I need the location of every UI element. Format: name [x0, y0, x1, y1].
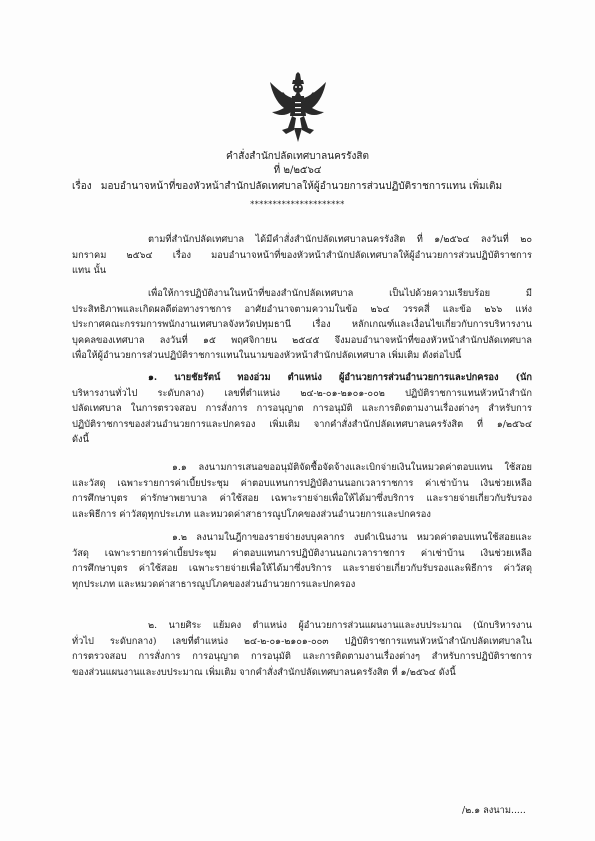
text-line: ตามที่สำนักปลัดเทศบาล ได้มีคำสั่งสำนักปลัดเทศบาลนครรังสิต ที่ ๑/๒๕๖๔ ลงวันที่ ๒๐ [148, 234, 532, 245]
continuation-note: /๒.๑ ลงนาม..... [462, 805, 526, 816]
text-line: บริหารงานทั่วไป ระดับกลาง) เลขที่ตำแหน่ง ๒๔-๒-๐๑-๒๑๐๑-๐๐๒ ปฏิบัติราชการแทนหัวหน้าสำนัก [72, 387, 532, 399]
item-2-paragraph [72, 618, 532, 680]
item-1-paragraph [72, 370, 532, 448]
text-line: ๑.๒ ลงนามในฎีกาของรายจ่ายงบบุคลากร งบดำเนินงาน หมวดค่าตอบแทนใช้สอยและ [172, 532, 532, 543]
item-1-1-paragraph [72, 460, 532, 522]
text-line: การตรวจสอบ การสั่งการ การอนุญาต การอนุมัติ และการติดตามงานเรื่องต่างๆ สำหรับการปฏิบัติราชการ [72, 651, 532, 663]
text-line: และวัสดุ เฉพาะรายการค่าเบี้ยประชุม ค่าตอบแทนการปฏิบัติงานนอกเวลาราชการ ค่าเช่าบ้าน เงินช่วยเหลือ [72, 477, 532, 489]
text-line: ปลัดเทศบาล ในการตรวจสอบ การสั่งการ การอนุญาต การอนุมัติ และการติดตามงานเรื่องต่างๆ สำหรับการ [72, 403, 532, 415]
text-line: บุคคลของเทศบาล ลงวันที่ ๑๕ พฤศจิกายน ๒๕๔๕ จึงมอบอำนาจหน้าที่ของหัวหน้าสำนักปลัดเทศบาล [72, 334, 532, 346]
text-line: ๒. นายศิระ แย้มคง ตำแหน่ง ผู้อำนวยการส่วนแผนงานและงบประมาณ (นักบริหารงาน [148, 620, 532, 631]
text-line: การศึกษาบุตร ค่ารักษาพยาบาล ค่าใช้สอย เฉพาะรายจ่ายเพื่อให้ได้มาซึ่งบริการ และรายจ่ายเกี่ยวกับรับรอง [72, 493, 532, 505]
text-line: ๑.๑ ลงนามการเสนอขออนุมัติจัดซื้อจัดจ้างและเบิกจ่ายเงินในหมวดค่าตอบแทน ใช้สอย [172, 462, 532, 473]
text-line: ประสิทธิภาพและเกิดผลดีต่อทางราชการ อาศัยอำนาจตามความในข้อ ๒๖๔ วรรคสี่ และข้อ ๒๖๖ แห่ง [72, 303, 532, 315]
text-line: ของส่วนแผนงานและงบประมาณ เพิ่มเติม จากคำสั่งสำนักปลัดเทศบาลนครรังสิต ที่ ๑/๒๕๖๔ ดังนี้ [72, 666, 456, 678]
text-line: วัสดุ เฉพาะรายการค่าเบี้ยประชุม ค่าตอบแทนการปฏิบัติงานนอกเวลาราชการ ค่าเช่าบ้าน เงินช่วยเหลือ [72, 547, 532, 559]
issuing-office: คำสั่งสำนักปลัดเทศบาลนครรังสิต [225, 151, 370, 162]
subject-text: มอบอำนาจหน้าที่ของหัวหน้าสำนักปลัดเทศบาลให้ผู้อำนวยการส่วนปฏิบัติราชการแทน เพิ่มเติม [100, 181, 503, 192]
text-line: ประกาศคณะกรรมการพนักงานเทศบาลจังหวัดปทุมธานี เรื่อง หลักเกณฑ์และเงื่อนไขเกี่ยวกับการบริหารงาน [72, 319, 532, 331]
text-line: ๑. นายชัยรัตน์ ทองอ่วม ตำแหน่ง ผู้อำนวยการส่วนอำนวยการและปกครอง (นัก [148, 372, 532, 383]
text-line: มกราคม ๒๕๖๔ เรื่อง มอบอำนาจหน้าที่ของหัวหน้าสำนักปลัดเทศบาลให้ผู้อำนวยการส่วนปฏิบัติราชการ [72, 249, 532, 261]
subject-label: เรื่อง [72, 181, 92, 192]
item-1-2-paragraph [72, 530, 532, 592]
text-line: ทั่วไป ระดับกลาง) เลขที่ตำแหน่ง ๒๔-๒-๐๑-๒๑๐๑-๐๐๓ ปฏิบัติราชการแทนหัวหน้าสำนักปลัดเทศบาลใน [72, 635, 532, 647]
order-number: ที่ ๒/๒๕๖๔ [273, 165, 322, 176]
text-line: แทน นั้น [72, 265, 107, 277]
paragraph-1 [72, 232, 532, 279]
text-line: เพื่อให้ผู้อำนวยการส่วนปฏิบัติราชการแทนในนามของหัวหน้าสำนักปลัดเทศบาล เพิ่มเติม ดังต่อไปนี้ [72, 350, 462, 362]
text-line: และพิธีการ ค่าวัสดุทุกประเภท และหมวดค่าสาธารณูปโภคของส่วนอำนวยการและปกครอง [72, 508, 431, 520]
text-line: ปฏิบัติราชการของส่วนอำนวยการและปกครอง เพิ่มเติม จากคำสั่งสำนักปลัดเทศบาลนครรังสิต ที่ ๑/๒๕๖๔ [72, 418, 532, 430]
text-line: เพื่อให้การปฏิบัติงานในหน้าที่ของสำนักปลัดเทศบาล เป็นไปด้วยความเรียบร้อย มี [148, 288, 532, 299]
text-line: การศึกษาบุตร ค่าใช้สอย เฉพาะรายจ่ายเพื่อให้ได้มาซึ่งบริการ และรายจ่ายเกี่ยวกับรับรองและพิธีการ ค่าวัสดุ [72, 563, 532, 575]
text-line: ทุกประเภท และหมวดค่าสาธารณูปโภคของส่วนอำนวยการและปกครอง [72, 578, 356, 590]
garuda-emblem-icon [268, 72, 328, 144]
subject-line [72, 180, 552, 194]
paragraph-2 [72, 286, 532, 364]
text-line: ดังนี้ [72, 434, 89, 446]
separator-stars: ********************* [250, 200, 345, 209]
